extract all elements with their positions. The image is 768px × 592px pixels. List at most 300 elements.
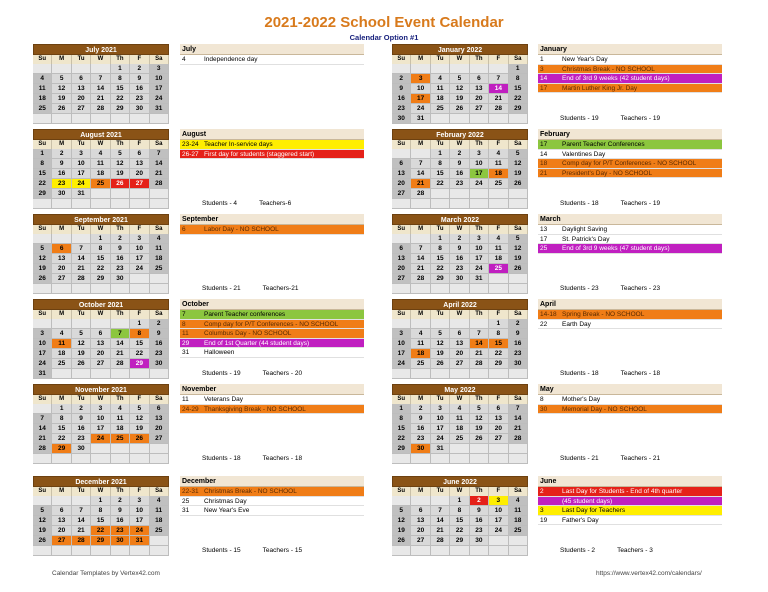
day-cell[interactable]: 17 bbox=[33, 349, 52, 359]
day-cell[interactable]: 10 bbox=[411, 84, 430, 94]
day-cell[interactable]: 19 bbox=[470, 424, 489, 434]
day-cell[interactable]: 9 bbox=[450, 244, 469, 254]
day-cell[interactable]: 10 bbox=[72, 159, 91, 169]
day-cell[interactable]: 16 bbox=[111, 254, 130, 264]
day-cell[interactable]: 18 bbox=[431, 94, 450, 104]
day-cell[interactable]: 30 bbox=[111, 536, 130, 546]
day-cell[interactable]: 18 bbox=[489, 169, 508, 179]
day-cell[interactable]: 18 bbox=[150, 254, 169, 264]
day-cell[interactable]: 20 bbox=[91, 349, 110, 359]
day-cell[interactable]: 27 bbox=[392, 189, 411, 199]
day-cell[interactable]: 15 bbox=[489, 339, 508, 349]
day-cell[interactable]: 10 bbox=[130, 506, 149, 516]
day-cell[interactable]: 27 bbox=[150, 434, 169, 444]
day-cell[interactable]: 14 bbox=[431, 516, 450, 526]
day-cell[interactable]: 23 bbox=[111, 264, 130, 274]
day-cell[interactable]: 8 bbox=[33, 159, 52, 169]
day-cell[interactable]: 15 bbox=[450, 516, 469, 526]
day-cell[interactable]: 15 bbox=[509, 84, 528, 94]
day-cell[interactable]: 19 bbox=[509, 254, 528, 264]
day-cell[interactable]: 14 bbox=[72, 516, 91, 526]
day-cell[interactable]: 7 bbox=[150, 149, 169, 159]
day-cell[interactable]: 10 bbox=[470, 244, 489, 254]
day-cell[interactable]: 22 bbox=[130, 349, 149, 359]
day-cell[interactable]: 1 bbox=[450, 496, 469, 506]
day-cell[interactable]: 13 bbox=[52, 516, 71, 526]
day-cell[interactable]: 24 bbox=[392, 359, 411, 369]
day-cell[interactable]: 27 bbox=[392, 274, 411, 284]
day-cell[interactable]: 12 bbox=[33, 254, 52, 264]
day-cell[interactable]: 5 bbox=[509, 234, 528, 244]
day-cell[interactable]: 21 bbox=[411, 264, 430, 274]
day-cell[interactable]: 20 bbox=[392, 179, 411, 189]
day-cell[interactable]: 23 bbox=[411, 434, 430, 444]
day-cell[interactable]: 8 bbox=[489, 329, 508, 339]
day-cell[interactable]: 30 bbox=[52, 189, 71, 199]
day-cell[interactable]: 15 bbox=[431, 254, 450, 264]
day-cell[interactable]: 18 bbox=[150, 516, 169, 526]
day-cell[interactable]: 13 bbox=[450, 339, 469, 349]
day-cell[interactable]: 13 bbox=[470, 84, 489, 94]
day-cell[interactable]: 2 bbox=[411, 404, 430, 414]
day-cell[interactable]: 19 bbox=[509, 169, 528, 179]
day-cell[interactable]: 31 bbox=[470, 274, 489, 284]
day-cell[interactable]: 20 bbox=[450, 349, 469, 359]
day-cell[interactable]: 6 bbox=[52, 506, 71, 516]
day-cell[interactable]: 24 bbox=[130, 526, 149, 536]
day-cell[interactable]: 7 bbox=[111, 329, 130, 339]
day-cell[interactable]: 29 bbox=[431, 274, 450, 284]
day-cell[interactable]: 26 bbox=[509, 264, 528, 274]
day-cell[interactable]: 19 bbox=[33, 526, 52, 536]
day-cell[interactable]: 29 bbox=[489, 359, 508, 369]
day-cell[interactable]: 28 bbox=[33, 444, 52, 454]
day-cell[interactable]: 26 bbox=[431, 359, 450, 369]
day-cell[interactable]: 29 bbox=[91, 274, 110, 284]
day-cell[interactable]: 23 bbox=[130, 94, 149, 104]
day-cell[interactable]: 17 bbox=[470, 254, 489, 264]
day-cell[interactable]: 6 bbox=[72, 74, 91, 84]
day-cell[interactable]: 26 bbox=[52, 104, 71, 114]
day-cell[interactable]: 3 bbox=[489, 496, 508, 506]
day-cell[interactable]: 27 bbox=[411, 536, 430, 546]
day-cell[interactable]: 31 bbox=[130, 536, 149, 546]
day-cell[interactable]: 24 bbox=[411, 104, 430, 114]
day-cell[interactable]: 25 bbox=[509, 526, 528, 536]
day-cell[interactable]: 21 bbox=[470, 349, 489, 359]
day-cell[interactable]: 7 bbox=[411, 159, 430, 169]
day-cell[interactable]: 29 bbox=[450, 536, 469, 546]
day-cell[interactable]: 2 bbox=[392, 74, 411, 84]
day-cell[interactable]: 6 bbox=[150, 404, 169, 414]
day-cell[interactable]: 12 bbox=[111, 159, 130, 169]
day-cell[interactable]: 17 bbox=[150, 84, 169, 94]
day-cell[interactable]: 31 bbox=[411, 114, 430, 124]
day-cell[interactable]: 8 bbox=[392, 414, 411, 424]
day-cell[interactable]: 24 bbox=[489, 526, 508, 536]
day-cell[interactable]: 4 bbox=[509, 496, 528, 506]
day-cell[interactable]: 4 bbox=[150, 496, 169, 506]
day-cell[interactable]: 25 bbox=[450, 434, 469, 444]
day-cell[interactable]: 20 bbox=[470, 94, 489, 104]
day-cell[interactable]: 10 bbox=[130, 244, 149, 254]
day-cell[interactable]: 10 bbox=[392, 339, 411, 349]
day-cell[interactable]: 16 bbox=[392, 94, 411, 104]
day-cell[interactable]: 1 bbox=[431, 149, 450, 159]
day-cell[interactable]: 8 bbox=[450, 506, 469, 516]
day-cell[interactable]: 25 bbox=[150, 264, 169, 274]
day-cell[interactable]: 22 bbox=[431, 179, 450, 189]
day-cell[interactable]: 27 bbox=[130, 179, 149, 189]
day-cell[interactable]: 29 bbox=[52, 444, 71, 454]
day-cell[interactable]: 3 bbox=[130, 234, 149, 244]
day-cell[interactable]: 4 bbox=[33, 74, 52, 84]
day-cell[interactable]: 30 bbox=[392, 114, 411, 124]
day-cell[interactable]: 19 bbox=[130, 424, 149, 434]
day-cell[interactable]: 4 bbox=[111, 404, 130, 414]
day-cell[interactable]: 13 bbox=[392, 169, 411, 179]
day-cell[interactable]: 12 bbox=[509, 159, 528, 169]
day-cell[interactable]: 8 bbox=[431, 159, 450, 169]
day-cell[interactable]: 8 bbox=[52, 414, 71, 424]
day-cell[interactable]: 18 bbox=[91, 169, 110, 179]
day-cell[interactable]: 19 bbox=[52, 94, 71, 104]
day-cell[interactable]: 6 bbox=[411, 506, 430, 516]
day-cell[interactable]: 11 bbox=[450, 414, 469, 424]
day-cell[interactable]: 26 bbox=[72, 359, 91, 369]
day-cell[interactable]: 4 bbox=[450, 404, 469, 414]
footer-credit[interactable]: Calendar Templates by Vertex42.com bbox=[52, 570, 160, 577]
footer-url[interactable]: https://www.vertex42.com/calendars/ bbox=[596, 570, 702, 577]
day-cell[interactable]: 28 bbox=[91, 104, 110, 114]
day-cell[interactable]: 24 bbox=[72, 179, 91, 189]
day-cell[interactable]: 5 bbox=[111, 149, 130, 159]
day-cell[interactable]: 21 bbox=[91, 94, 110, 104]
day-cell[interactable]: 17 bbox=[431, 424, 450, 434]
day-cell[interactable]: 13 bbox=[411, 516, 430, 526]
day-cell[interactable]: 1 bbox=[489, 319, 508, 329]
day-cell[interactable]: 15 bbox=[431, 169, 450, 179]
day-cell[interactable]: 1 bbox=[33, 149, 52, 159]
day-cell[interactable]: 2 bbox=[450, 149, 469, 159]
day-cell[interactable]: 8 bbox=[91, 506, 110, 516]
day-cell[interactable]: 27 bbox=[450, 359, 469, 369]
day-cell[interactable]: 16 bbox=[470, 516, 489, 526]
day-cell[interactable]: 2 bbox=[111, 234, 130, 244]
day-cell[interactable]: 14 bbox=[150, 159, 169, 169]
day-cell[interactable]: 29 bbox=[509, 104, 528, 114]
day-cell[interactable]: 20 bbox=[52, 526, 71, 536]
day-cell[interactable]: 1 bbox=[111, 64, 130, 74]
day-cell[interactable]: 29 bbox=[130, 359, 149, 369]
day-cell[interactable]: 7 bbox=[91, 74, 110, 84]
day-cell[interactable]: 9 bbox=[130, 74, 149, 84]
day-cell[interactable]: 10 bbox=[489, 506, 508, 516]
day-cell[interactable]: 22 bbox=[111, 94, 130, 104]
day-cell[interactable]: 21 bbox=[33, 434, 52, 444]
day-cell[interactable]: 23 bbox=[150, 349, 169, 359]
day-cell[interactable]: 29 bbox=[392, 444, 411, 454]
day-cell[interactable]: 1 bbox=[91, 234, 110, 244]
day-cell[interactable]: 6 bbox=[470, 74, 489, 84]
day-cell[interactable]: 2 bbox=[130, 64, 149, 74]
day-cell[interactable]: 4 bbox=[91, 149, 110, 159]
day-cell[interactable]: 8 bbox=[509, 74, 528, 84]
day-cell[interactable]: 14 bbox=[72, 254, 91, 264]
day-cell[interactable]: 7 bbox=[489, 74, 508, 84]
day-cell[interactable]: 29 bbox=[111, 104, 130, 114]
day-cell[interactable]: 11 bbox=[489, 159, 508, 169]
day-cell[interactable]: 6 bbox=[392, 244, 411, 254]
day-cell[interactable]: 28 bbox=[111, 359, 130, 369]
day-cell[interactable]: 4 bbox=[52, 329, 71, 339]
day-cell[interactable]: 6 bbox=[489, 404, 508, 414]
day-cell[interactable]: 30 bbox=[72, 444, 91, 454]
day-cell[interactable]: 17 bbox=[489, 516, 508, 526]
day-cell[interactable]: 2 bbox=[52, 149, 71, 159]
day-cell[interactable]: 8 bbox=[111, 74, 130, 84]
day-cell[interactable]: 1 bbox=[91, 496, 110, 506]
day-cell[interactable]: 14 bbox=[33, 424, 52, 434]
day-cell[interactable]: 28 bbox=[509, 434, 528, 444]
day-cell[interactable]: 9 bbox=[411, 414, 430, 424]
day-cell[interactable]: 17 bbox=[72, 169, 91, 179]
day-cell[interactable]: 16 bbox=[509, 339, 528, 349]
day-cell[interactable]: 16 bbox=[72, 424, 91, 434]
day-cell[interactable]: 5 bbox=[470, 404, 489, 414]
day-cell[interactable]: 21 bbox=[509, 424, 528, 434]
day-cell[interactable]: 22 bbox=[509, 94, 528, 104]
day-cell[interactable]: 17 bbox=[130, 516, 149, 526]
day-cell[interactable]: 5 bbox=[450, 74, 469, 84]
day-cell[interactable]: 12 bbox=[33, 516, 52, 526]
day-cell[interactable]: 22 bbox=[450, 526, 469, 536]
day-cell[interactable]: 12 bbox=[470, 414, 489, 424]
day-cell[interactable]: 30 bbox=[111, 274, 130, 284]
day-cell[interactable]: 10 bbox=[33, 339, 52, 349]
day-cell[interactable]: 14 bbox=[489, 84, 508, 94]
day-cell[interactable]: 19 bbox=[72, 349, 91, 359]
day-cell[interactable]: 13 bbox=[72, 84, 91, 94]
day-cell[interactable]: 28 bbox=[150, 179, 169, 189]
day-cell[interactable]: 27 bbox=[91, 359, 110, 369]
day-cell[interactable]: 5 bbox=[72, 329, 91, 339]
day-cell[interactable]: 6 bbox=[91, 329, 110, 339]
day-cell[interactable]: 28 bbox=[411, 274, 430, 284]
day-cell[interactable]: 14 bbox=[509, 414, 528, 424]
day-cell[interactable]: 15 bbox=[130, 339, 149, 349]
day-cell[interactable]: 12 bbox=[52, 84, 71, 94]
day-cell[interactable]: 14 bbox=[411, 169, 430, 179]
day-cell[interactable]: 5 bbox=[130, 404, 149, 414]
day-cell[interactable]: 21 bbox=[111, 349, 130, 359]
day-cell[interactable]: 5 bbox=[33, 244, 52, 254]
day-cell[interactable]: 6 bbox=[52, 244, 71, 254]
day-cell[interactable]: 9 bbox=[509, 329, 528, 339]
day-cell[interactable]: 13 bbox=[489, 414, 508, 424]
day-cell[interactable]: 24 bbox=[91, 434, 110, 444]
day-cell[interactable]: 19 bbox=[431, 349, 450, 359]
day-cell[interactable]: 20 bbox=[392, 264, 411, 274]
day-cell[interactable]: 30 bbox=[450, 274, 469, 284]
day-cell[interactable]: 9 bbox=[392, 84, 411, 94]
day-cell[interactable]: 2 bbox=[509, 319, 528, 329]
day-cell[interactable]: 2 bbox=[72, 404, 91, 414]
day-cell[interactable]: 7 bbox=[72, 506, 91, 516]
day-cell[interactable]: 19 bbox=[111, 169, 130, 179]
day-cell[interactable]: 15 bbox=[91, 254, 110, 264]
day-cell[interactable]: 9 bbox=[450, 159, 469, 169]
day-cell[interactable]: 4 bbox=[489, 234, 508, 244]
day-cell[interactable]: 11 bbox=[489, 244, 508, 254]
day-cell[interactable]: 6 bbox=[392, 159, 411, 169]
day-cell[interactable]: 10 bbox=[150, 74, 169, 84]
day-cell[interactable]: 27 bbox=[52, 536, 71, 546]
day-cell[interactable]: 24 bbox=[431, 434, 450, 444]
day-cell[interactable]: 27 bbox=[470, 104, 489, 114]
day-cell[interactable]: 30 bbox=[411, 444, 430, 454]
day-cell[interactable]: 31 bbox=[33, 369, 52, 379]
day-cell[interactable]: 26 bbox=[33, 536, 52, 546]
day-cell[interactable]: 1 bbox=[431, 234, 450, 244]
day-cell[interactable]: 8 bbox=[431, 244, 450, 254]
day-cell[interactable]: 22 bbox=[33, 179, 52, 189]
day-cell[interactable]: 25 bbox=[33, 104, 52, 114]
day-cell[interactable]: 21 bbox=[72, 526, 91, 536]
day-cell[interactable]: 21 bbox=[150, 169, 169, 179]
day-cell[interactable]: 3 bbox=[130, 496, 149, 506]
day-cell[interactable]: 28 bbox=[72, 536, 91, 546]
day-cell[interactable]: 13 bbox=[392, 254, 411, 264]
day-cell[interactable]: 23 bbox=[509, 349, 528, 359]
day-cell[interactable]: 20 bbox=[130, 169, 149, 179]
day-cell[interactable]: 14 bbox=[111, 339, 130, 349]
day-cell[interactable]: 25 bbox=[91, 179, 110, 189]
day-cell[interactable]: 10 bbox=[470, 159, 489, 169]
day-cell[interactable]: 3 bbox=[411, 74, 430, 84]
day-cell[interactable]: 4 bbox=[150, 234, 169, 244]
day-cell[interactable]: 26 bbox=[33, 274, 52, 284]
day-cell[interactable]: 2 bbox=[470, 496, 489, 506]
day-cell[interactable]: 22 bbox=[52, 434, 71, 444]
day-cell[interactable]: 31 bbox=[72, 189, 91, 199]
day-cell[interactable]: 17 bbox=[91, 424, 110, 434]
day-cell[interactable]: 26 bbox=[470, 434, 489, 444]
day-cell[interactable]: 23 bbox=[450, 264, 469, 274]
day-cell[interactable]: 5 bbox=[431, 329, 450, 339]
day-cell[interactable]: 30 bbox=[470, 536, 489, 546]
day-cell[interactable]: 30 bbox=[150, 359, 169, 369]
day-cell[interactable]: 28 bbox=[489, 104, 508, 114]
day-cell[interactable]: 10 bbox=[91, 414, 110, 424]
day-cell[interactable]: 20 bbox=[489, 424, 508, 434]
day-cell[interactable]: 27 bbox=[72, 104, 91, 114]
day-cell[interactable]: 21 bbox=[489, 94, 508, 104]
day-cell[interactable]: 20 bbox=[72, 94, 91, 104]
day-cell[interactable]: 23 bbox=[111, 526, 130, 536]
day-cell[interactable]: 12 bbox=[450, 84, 469, 94]
day-cell[interactable]: 22 bbox=[431, 264, 450, 274]
day-cell[interactable]: 12 bbox=[431, 339, 450, 349]
day-cell[interactable]: 16 bbox=[130, 84, 149, 94]
day-cell[interactable]: 16 bbox=[411, 424, 430, 434]
day-cell[interactable]: 18 bbox=[450, 424, 469, 434]
day-cell[interactable]: 13 bbox=[150, 414, 169, 424]
day-cell[interactable]: 12 bbox=[392, 516, 411, 526]
day-cell[interactable]: 7 bbox=[470, 329, 489, 339]
day-cell[interactable]: 18 bbox=[411, 349, 430, 359]
day-cell[interactable]: 9 bbox=[72, 414, 91, 424]
day-cell[interactable]: 25 bbox=[431, 104, 450, 114]
day-cell[interactable]: 20 bbox=[52, 264, 71, 274]
day-cell[interactable]: 3 bbox=[392, 329, 411, 339]
day-cell[interactable]: 5 bbox=[52, 74, 71, 84]
day-cell[interactable]: 20 bbox=[411, 526, 430, 536]
day-cell[interactable]: 20 bbox=[150, 424, 169, 434]
day-cell[interactable]: 31 bbox=[431, 444, 450, 454]
day-cell[interactable]: 26 bbox=[111, 179, 130, 189]
day-cell[interactable]: 25 bbox=[489, 264, 508, 274]
day-cell[interactable]: 30 bbox=[509, 359, 528, 369]
day-cell[interactable]: 11 bbox=[150, 244, 169, 254]
day-cell[interactable]: 22 bbox=[489, 349, 508, 359]
day-cell[interactable]: 24 bbox=[470, 264, 489, 274]
day-cell[interactable]: 2 bbox=[450, 234, 469, 244]
day-cell[interactable]: 9 bbox=[150, 329, 169, 339]
day-cell[interactable]: 18 bbox=[509, 516, 528, 526]
day-cell[interactable]: 23 bbox=[450, 179, 469, 189]
day-cell[interactable]: 26 bbox=[450, 104, 469, 114]
day-cell[interactable]: 7 bbox=[431, 506, 450, 516]
day-cell[interactable]: 11 bbox=[52, 339, 71, 349]
day-cell[interactable]: 29 bbox=[91, 536, 110, 546]
day-cell[interactable]: 23 bbox=[52, 179, 71, 189]
day-cell[interactable]: 28 bbox=[411, 189, 430, 199]
day-cell[interactable]: 12 bbox=[509, 244, 528, 254]
day-cell[interactable]: 11 bbox=[411, 339, 430, 349]
day-cell[interactable]: 22 bbox=[91, 264, 110, 274]
day-cell[interactable]: 28 bbox=[470, 359, 489, 369]
day-cell[interactable]: 24 bbox=[470, 179, 489, 189]
day-cell[interactable]: 11 bbox=[431, 84, 450, 94]
day-cell[interactable]: 15 bbox=[91, 516, 110, 526]
day-cell[interactable]: 7 bbox=[509, 404, 528, 414]
day-cell[interactable]: 21 bbox=[431, 526, 450, 536]
day-cell[interactable]: 8 bbox=[91, 244, 110, 254]
day-cell[interactable]: 11 bbox=[111, 414, 130, 424]
day-cell[interactable]: 17 bbox=[411, 94, 430, 104]
day-cell[interactable]: 17 bbox=[392, 349, 411, 359]
day-cell[interactable]: 22 bbox=[392, 434, 411, 444]
day-cell[interactable]: 31 bbox=[150, 104, 169, 114]
day-cell[interactable]: 16 bbox=[150, 339, 169, 349]
day-cell[interactable]: 12 bbox=[130, 414, 149, 424]
day-cell[interactable]: 15 bbox=[52, 424, 71, 434]
day-cell[interactable]: 14 bbox=[91, 84, 110, 94]
day-cell[interactable]: 25 bbox=[489, 179, 508, 189]
day-cell[interactable]: 18 bbox=[33, 94, 52, 104]
day-cell[interactable]: 3 bbox=[470, 234, 489, 244]
day-cell[interactable]: 19 bbox=[450, 94, 469, 104]
day-cell[interactable]: 2 bbox=[111, 496, 130, 506]
day-cell[interactable]: 16 bbox=[450, 254, 469, 264]
day-cell[interactable]: 3 bbox=[470, 149, 489, 159]
day-cell[interactable]: 16 bbox=[52, 169, 71, 179]
day-cell[interactable]: 28 bbox=[431, 536, 450, 546]
day-cell[interactable]: 4 bbox=[489, 149, 508, 159]
day-cell[interactable]: 12 bbox=[72, 339, 91, 349]
day-cell[interactable]: 23 bbox=[392, 104, 411, 114]
